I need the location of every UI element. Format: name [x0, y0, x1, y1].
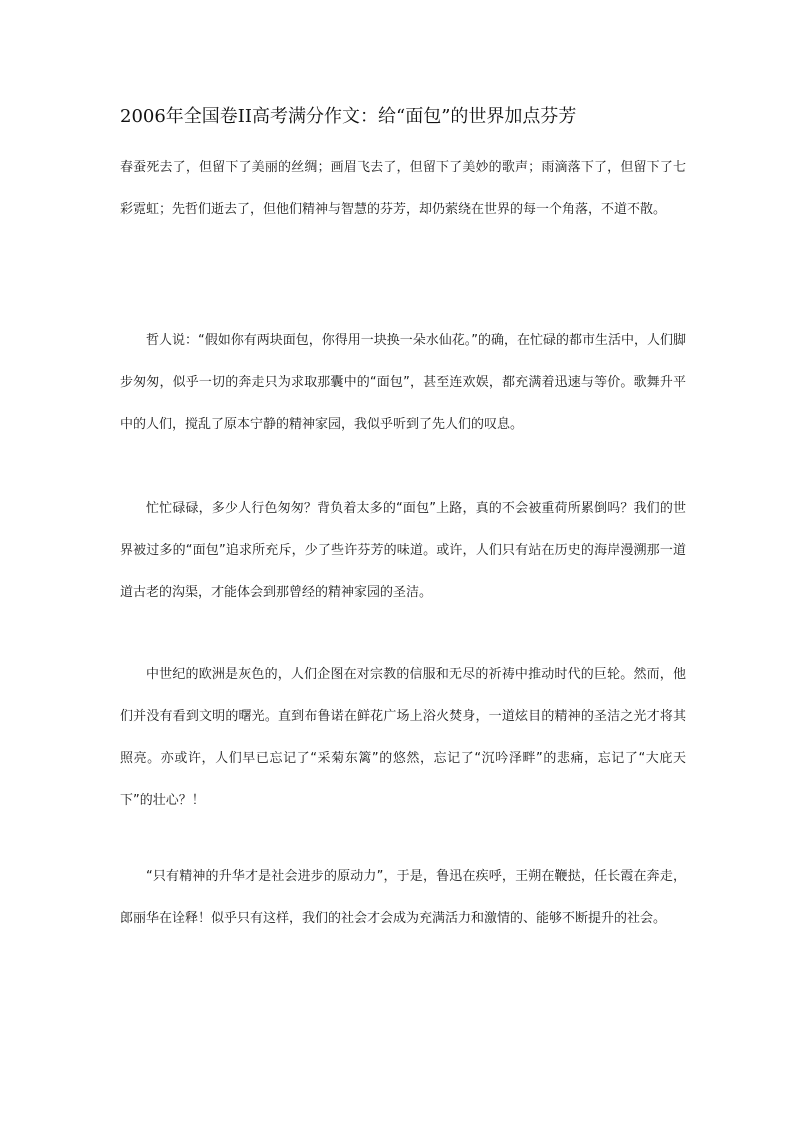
- paragraph-5: “只有精神的升华才是社会进步的原动力”，于是，鲁迅在疾呼，王朔在鞭挞，任长霞在奔走，郎丽华在诠释！似乎只有这样，我们的社会才会成为充满活力和激情的、能够不断提升的社会。: [120, 869, 686, 926]
- document-title: 2006年全国卷II高考满分作文：给“面包”的世界加点芬芳: [120, 106, 577, 127]
- paragraph-4: 中世纪的欧洲是灰色的，人们企图在对宗教的信服和无尽的祈祷中推动时代的巨轮。然而，他们并没有看到文明的曙光。直到布鲁诺在鲜花广场上浴火焚身，一道炫目的精神的圣洁之光才将其照亮。亦或许，人们早已忘记了“采菊东篱”的悠然，忘记了“沉吟泽畔”的悲痛，忘记了“大庇天下”的壮心？！: [120, 667, 686, 808]
- paragraph-2: 哲人说：“假如你有两块面包，你得用一块换一朵水仙花。”的确，在忙碌的都市生活中，人们脚步匆匆，似乎一切的奔走只为求取那囊中的“面包”，甚至连欢娱，都充满着迅速与等价。歌舞升平中的人们，搅乱了原本宁静的精神家园，我似乎听到了先人们的叹息。: [120, 333, 686, 432]
- paragraph-1: 春蚕死去了，但留下了美丽的丝绸；画眉飞去了，但留下了美妙的歌声；雨滴落下了，但留下了七彩霓虹；先哲们逝去了，但他们精神与智慧的芬芳，却仍萦绕在世界的每一个角落，不道不散。: [120, 160, 686, 217]
- paragraph-3: 忙忙碌碌，多少人行色匆匆？背负着太多的“面包”上路，真的不会被重荷所累倒吗？我们的世界被过多的“面包”追求所充斥，少了些许芬芳的味道。或许，人们只有站在历史的海岸漫溯那一道道古老的沟渠，才能体会到那曾经的精神家园的圣洁。: [120, 501, 686, 600]
